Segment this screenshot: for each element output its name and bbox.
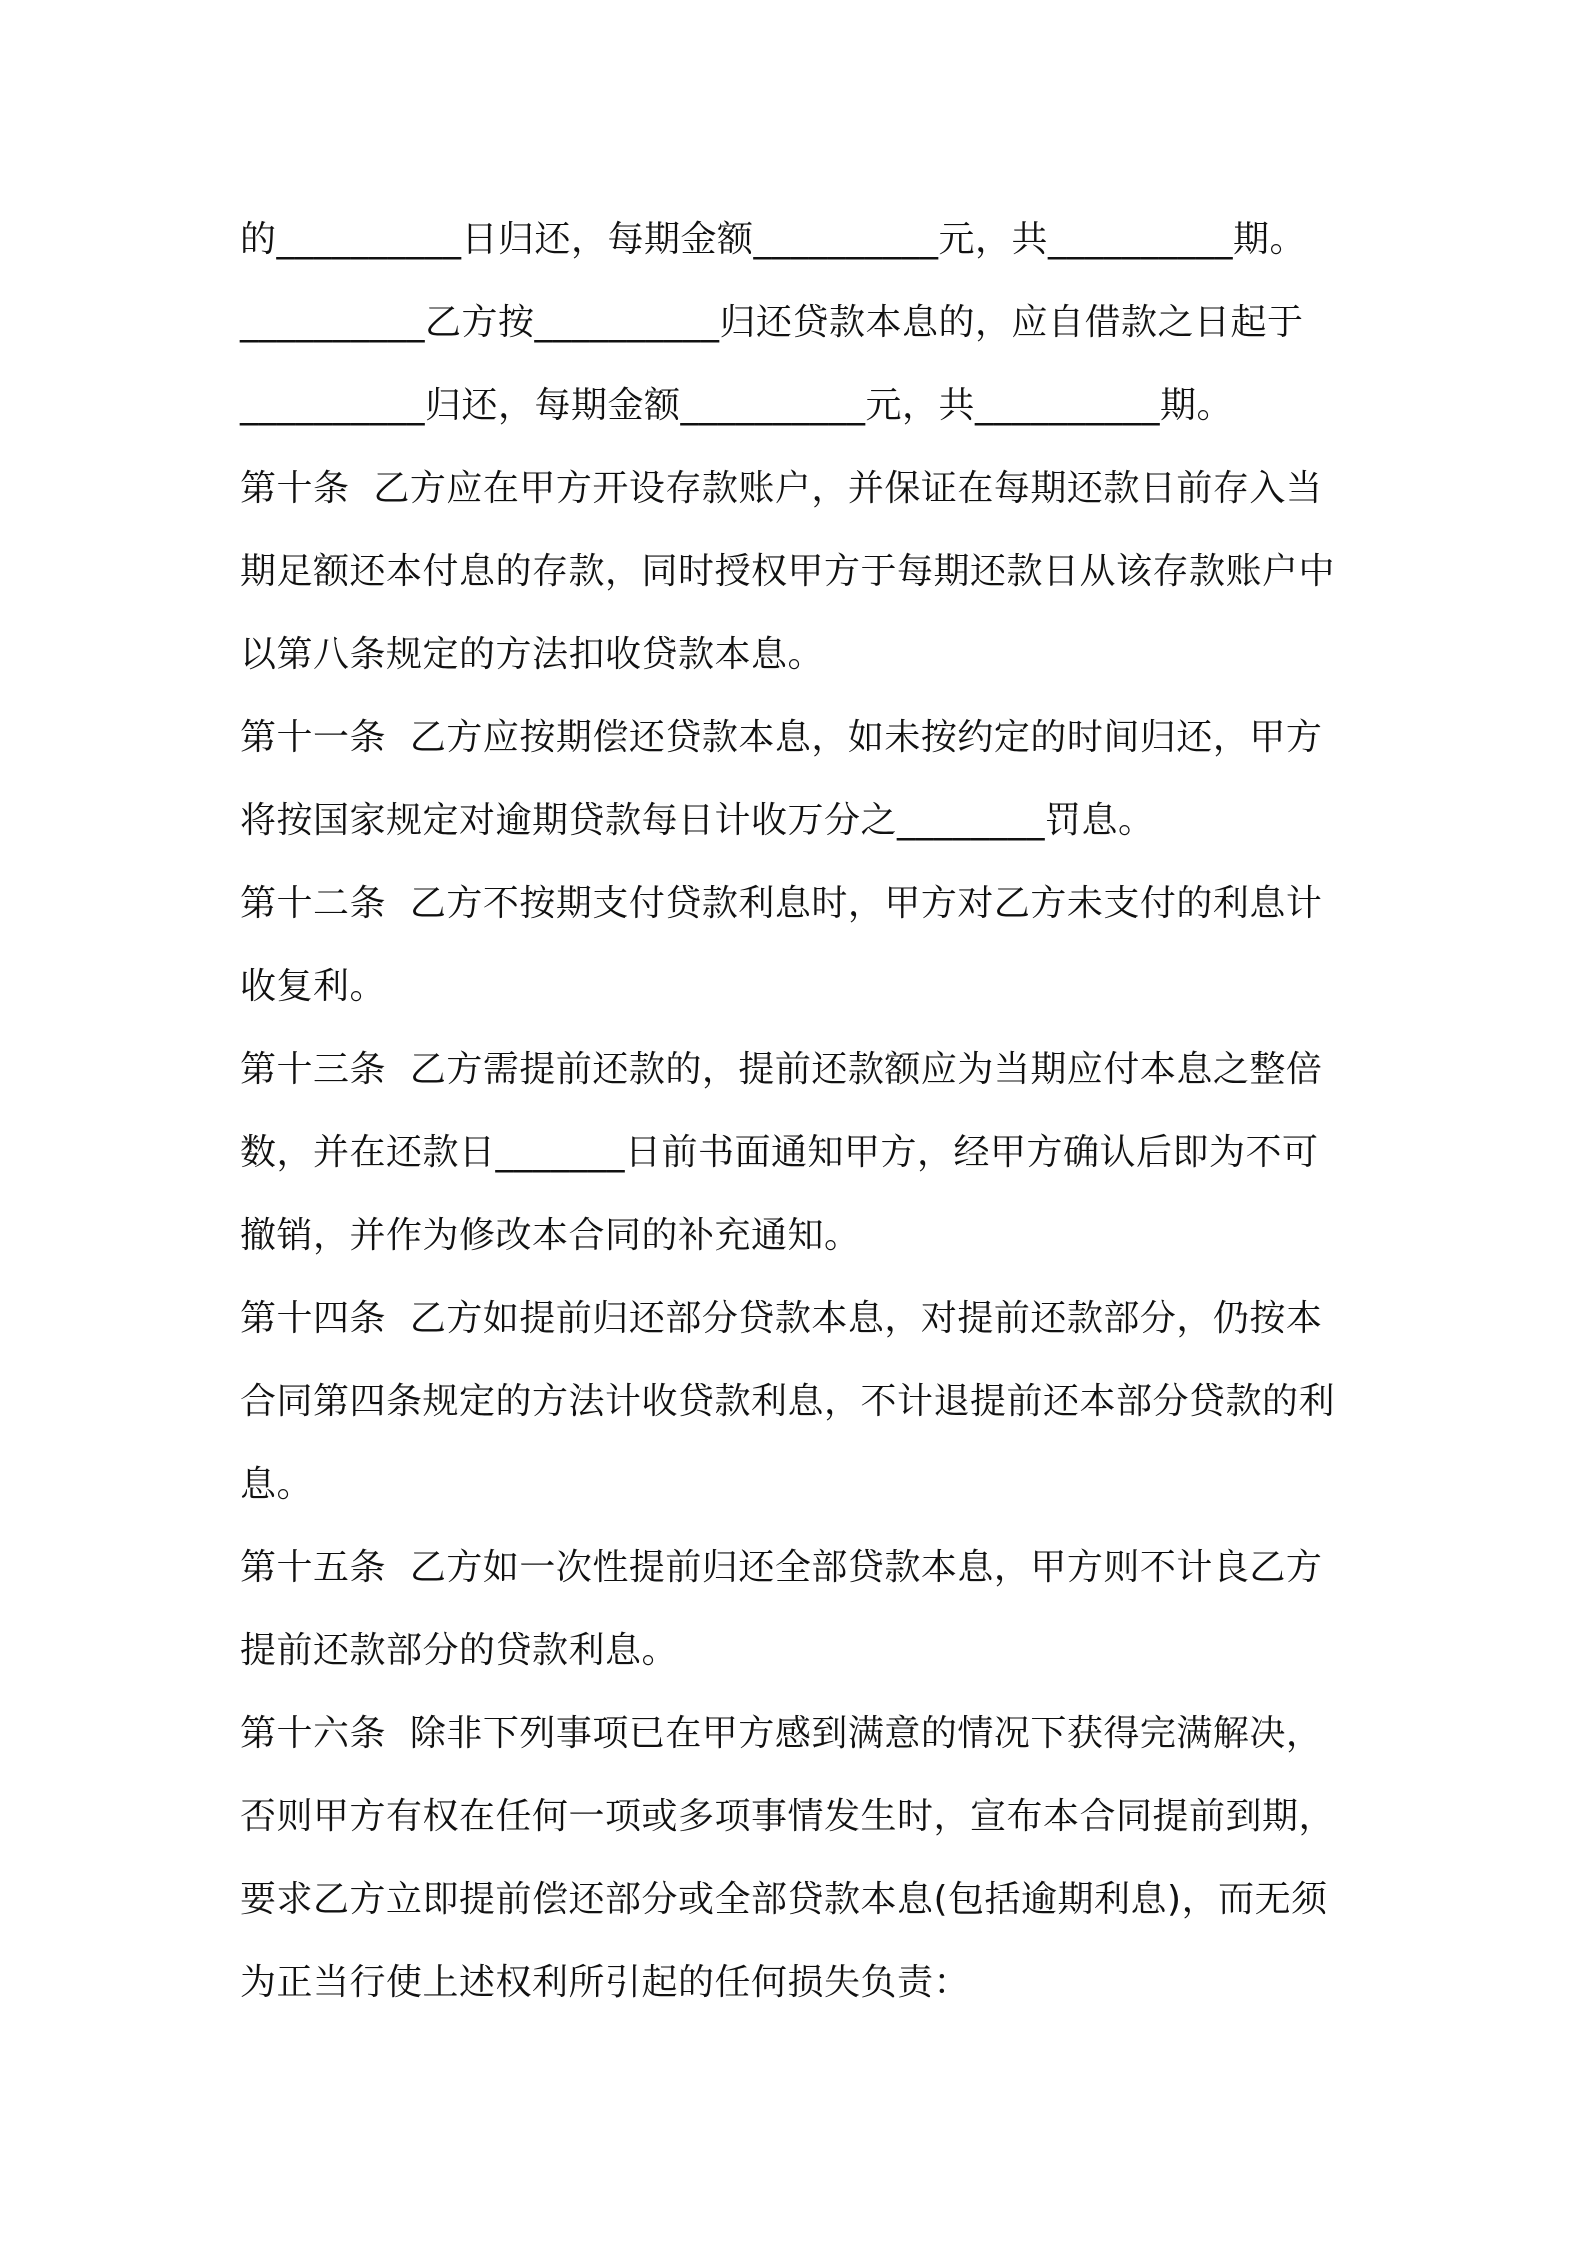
article-14-line: 第十四条 乙方如提前归还部分贷款本息，对提前还款部分，仍按本 xyxy=(240,1298,1323,1339)
text-line: 收复利。 xyxy=(240,966,387,1007)
text-line: 要求乙方立即提前偿还部分或全部贷款本息(包括逾期利息)，而无须 xyxy=(240,1879,1328,1920)
text-line: __________乙方按__________归还贷款本息的，应自借款之日起于 xyxy=(240,302,1304,343)
article-11-line: 第十一条 乙方应按期偿还贷款本息，如未按约定的时间归还，甲方 xyxy=(240,717,1323,758)
text-line: 息。 xyxy=(240,1464,314,1505)
text-line: 合同第四条规定的方法计收贷款利息，不计退提前还本部分贷款的利 xyxy=(240,1381,1336,1422)
document-body xyxy=(240,198,1360,2024)
article-16-line: 第十六条 除非下列事项已在甲方感到满意的情况下获得完满解决， xyxy=(240,1713,1323,1754)
text-line: 期足额还本付息的存款，同时授权甲方于每期还款日从该存款账户中 xyxy=(240,551,1336,592)
article-15-line: 第十五条 乙方如一次性提前归还全部贷款本息，甲方则不计良乙方 xyxy=(240,1547,1323,1588)
text-line: 将按国家规定对逾期贷款每日计收万分之________罚息。 xyxy=(240,800,1155,841)
text-line: 为正当行使上述权利所引起的任何损失负责： xyxy=(240,1962,971,2003)
text-line: 撤销，并作为修改本合同的补充通知。 xyxy=(240,1215,861,1256)
text-line: 否则甲方有权在任何一项或多项事情发生时，宣布本合同提前到期， xyxy=(240,1796,1336,1837)
text-line: 提前还款部分的贷款利息。 xyxy=(240,1630,679,1671)
text-line: 数，并在还款日_______日前书面通知甲方，经甲方确认后即为不可 xyxy=(240,1132,1319,1173)
text-line: __________归还，每期金额__________元，共__________期。 xyxy=(240,385,1234,426)
article-13-line: 第十三条 乙方需提前还款的，提前还款额应为当期应付本息之整倍 xyxy=(240,1049,1323,1090)
article-10-line: 第十条 乙方应在甲方开设存款账户，并保证在每期还款日前存入当 xyxy=(240,468,1323,509)
text-line: 的__________日归还，每期金额__________元，共__________期。 xyxy=(240,219,1307,260)
article-12-line: 第十二条 乙方不按期支付贷款利息时，甲方对乙方未支付的利息计 xyxy=(240,883,1323,924)
text-line: 以第八条规定的方法扣收贷款本息。 xyxy=(240,634,825,675)
